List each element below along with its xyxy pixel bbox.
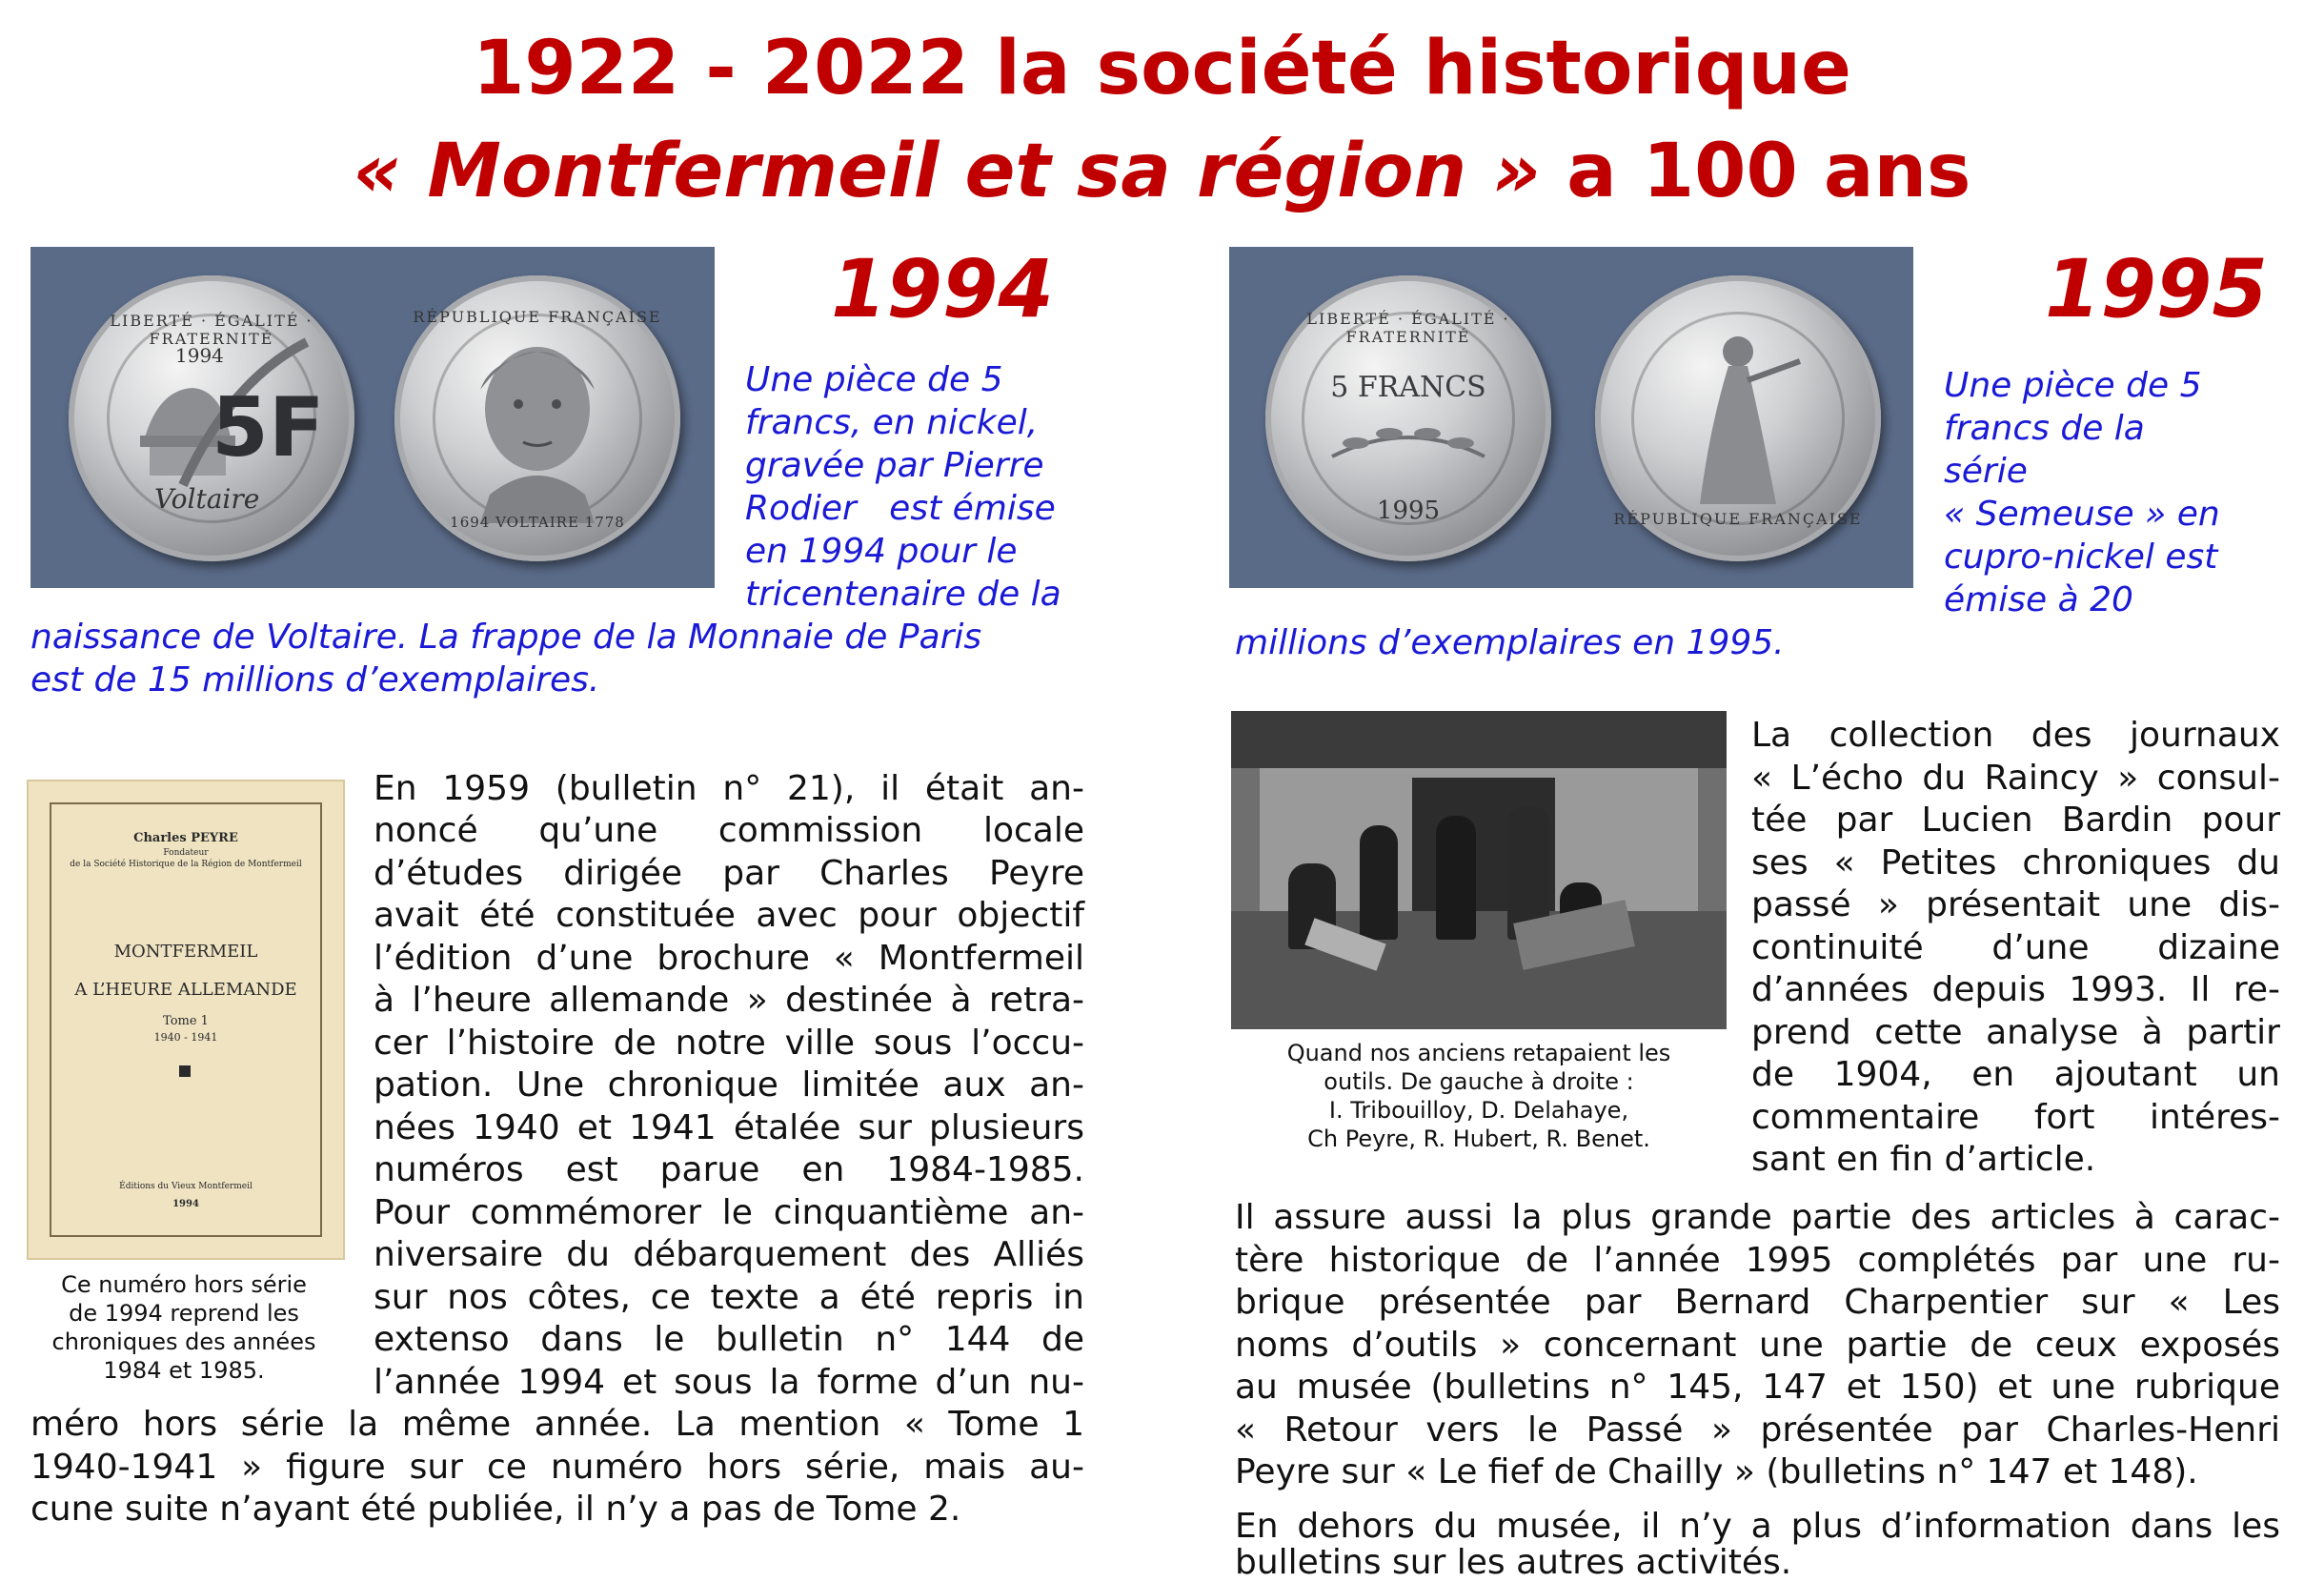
coin-front-signature: Voltaire xyxy=(154,483,260,515)
article-line: noncé qu’une commission locale xyxy=(374,811,1084,850)
article-line: tère historique de l’année 1995 complétés par une ru- xyxy=(1235,1241,2280,1280)
article-line: cer l’histoire de notre ville sous l’occu- xyxy=(374,1024,1084,1063)
coin-back-dates: 1694 VOLTAIRE 1778 xyxy=(450,514,625,531)
book-caption-line: Ce numéro hors série xyxy=(61,1271,307,1298)
coin-front-denomination: 5F xyxy=(212,380,325,476)
page-title-anniversary: a 100 ans xyxy=(1540,129,1971,214)
coin-1995-desc-line: francs de la xyxy=(1944,409,2145,448)
article-line: « Retour vers le Passé » présentée par Charles-Henri xyxy=(1235,1410,2280,1450)
coin-1995-desc-line: millions d’exemplaires en 1995. xyxy=(1235,623,1785,662)
coin-1995-desc-line: Une pièce de 5 xyxy=(1944,366,2202,405)
coin-1994-desc-line: tricentenaire de la xyxy=(745,575,1061,614)
book-caption-line: chroniques des années xyxy=(51,1328,316,1355)
article-line: sur nos côtes, ce texte a été repris in xyxy=(374,1278,1084,1317)
article-line: cune suite n’ayant été publiée, il n’y a pas de Tome 2. xyxy=(30,1490,961,1529)
coin-1994-desc-line: naissance de Voltaire. La frappe de la Monnaie de Paris xyxy=(30,618,982,657)
coin-front-denomination: 5 FRANCS xyxy=(1330,371,1486,404)
book-author-sub: de la Société Historique de la Région de Montfermeil xyxy=(70,860,302,869)
article-line: niversaire du débarquement des Alliés xyxy=(374,1235,1084,1274)
article-line: La collection des journaux xyxy=(1751,716,2280,755)
article-line: ses « Petites chroniques du xyxy=(1751,843,2280,882)
coin-voltaire-front xyxy=(69,275,354,561)
article-line: noms d’outils » concernant une partie de ceux exposés xyxy=(1235,1326,2280,1365)
article-line: En dehors du musée, il n’y a plus d’information dans les xyxy=(1235,1507,2280,1546)
coin-semeuse-photo xyxy=(1229,247,1913,588)
photo-caption-line: I. Tribouilloy, D. Delahaye, xyxy=(1328,1097,1629,1124)
year-1995-heading: 1995 xyxy=(2045,242,2268,335)
article-line: l’édition d’une brochure « Montfermeil xyxy=(374,939,1084,978)
book-title-line-2: A L’HEURE ALLEMANDE xyxy=(74,980,297,1000)
photo-caption-line: Ch Peyre, R. Hubert, R. Benet. xyxy=(1307,1126,1650,1152)
coin-1995-desc-line: émise à 20 xyxy=(1944,580,2133,619)
book-years: 1940 - 1941 xyxy=(153,1031,218,1044)
article-line: numéros est parue en 1984-1985. xyxy=(374,1150,1084,1189)
book-publisher: Éditions du Vieux Montfermeil xyxy=(119,1182,253,1191)
coin-voltaire-back xyxy=(394,275,680,561)
article-line: tée par Lucien Bardin pour xyxy=(1751,801,2280,840)
article-line: prend cette analyse à partir xyxy=(1751,1013,2280,1052)
year-1994-heading: 1994 xyxy=(831,242,1054,335)
coin-back-legend: RÉPUBLIQUE FRANÇAISE xyxy=(413,308,662,326)
photo-caption-line: outils. De gauche à droite : xyxy=(1324,1068,1634,1095)
article-line: passé » présentait une dis- xyxy=(1751,885,2280,924)
book-author: Charles PEYRE xyxy=(133,831,238,845)
article-line: pation. Une chronique limitée aux an- xyxy=(374,1065,1084,1105)
article-line: l’année 1994 et sous la forme d’un nu- xyxy=(374,1363,1084,1402)
article-line: brique présentée par Bernard Charpentier sur « Les xyxy=(1235,1283,2280,1322)
article-line: « L’écho du Raincy » consul- xyxy=(1751,759,2280,798)
coin-semeuse-back xyxy=(1595,275,1881,561)
coin-front-motto: LIBERTÉ · ÉGALITÉ · FRATERNITÉ xyxy=(110,312,313,348)
coin-1994-desc-line: gravée par Pierre xyxy=(745,446,1044,485)
coin-1995-desc-line: cupro-nickel est xyxy=(1944,537,2218,577)
coin-1994-desc-line: est de 15 millions d’exemplaires. xyxy=(30,660,600,700)
article-line: de 1904, en ajoutant un xyxy=(1751,1055,2280,1094)
page-title-line-1: 1922 - 2022 la société historique xyxy=(473,26,1851,112)
article-line: Pour commémorer le cinquantième an- xyxy=(374,1193,1084,1232)
coin-1994-desc-line: francs, en nickel, xyxy=(745,403,1039,442)
book-author-sub: Fondateur xyxy=(163,848,209,858)
coin-semeuse-front xyxy=(1265,275,1551,561)
article-line: continuité d’une dizaine xyxy=(1751,928,2280,967)
coin-1994-desc-line: Une pièce de 5 xyxy=(745,360,1003,399)
page-title-society-name: « Montfermeil et sa région » xyxy=(353,129,1541,214)
coin-1994-desc-line: en 1994 pour le xyxy=(745,532,1018,571)
article-line: avait été constituée avec pour objectif xyxy=(374,896,1084,935)
photo-caption-line: Quand nos anciens retapaient les xyxy=(1286,1040,1671,1066)
book-square-ornament xyxy=(179,1065,191,1077)
article-line: Peyre sur « Le fief de Chailly » (bulletins n° 147 et 148). xyxy=(1235,1452,2198,1491)
article-line: 1940-1941 » figure sur ce numéro hors série, mais au- xyxy=(30,1448,1084,1487)
book-title-line-1: MONTFERMEIL xyxy=(113,942,258,962)
article-line: d’études dirigée par Charles Peyre xyxy=(374,854,1084,893)
article-line: En 1959 (bulletin n° 21), il était an- xyxy=(374,769,1084,808)
article-line: extenso dans le bulletin n° 144 de xyxy=(374,1320,1084,1359)
article-line: commentaire fort intéres- xyxy=(1751,1098,2280,1137)
coin-voltaire-photo xyxy=(30,247,715,588)
page-title-line-2 xyxy=(0,124,2324,219)
book-caption-line: 1984 et 1985. xyxy=(103,1357,265,1384)
article-line: bulletins sur les autres activités. xyxy=(1235,1543,1792,1582)
article-line: à l’heure allemande » destinée à retra- xyxy=(374,981,1084,1020)
coin-front-date: 1995 xyxy=(1376,497,1441,525)
coin-1995-desc-line: série xyxy=(1944,452,2028,491)
book-caption-line: de 1994 reprend les xyxy=(69,1300,299,1327)
article-line: au musée (bulletins n° 145, 147 et 150) et une rubrique xyxy=(1235,1368,2280,1407)
coin-1995-desc-line: « Semeuse » en xyxy=(1944,495,2220,534)
article-line: nées 1940 et 1941 étalée sur plusieurs xyxy=(374,1108,1084,1147)
book-tome: Tome 1 xyxy=(163,1014,209,1028)
coin-front-motto: LIBERTÉ · ÉGALITÉ · FRATERNITÉ xyxy=(1306,310,1510,346)
article-line: sant en fin d’article. xyxy=(1751,1140,2096,1179)
article-line: d’années depuis 1993. Il re- xyxy=(1751,970,2280,1009)
coin-back-legend: RÉPUBLIQUE FRANÇAISE xyxy=(1613,510,1863,528)
coin-1994-desc-line: Rodier est émise xyxy=(745,489,1056,528)
book-pub-year: 1994 xyxy=(172,1199,199,1209)
book-cover-montfermeil xyxy=(27,780,345,1260)
photo-anciens-outils xyxy=(1231,711,1727,1029)
article-line: Il assure aussi la plus grande partie des articles à carac- xyxy=(1235,1198,2280,1237)
article-line: méro hors série la même année. La mention « Tome 1 xyxy=(30,1405,1084,1444)
coin-front-date: 1994 xyxy=(175,344,224,367)
